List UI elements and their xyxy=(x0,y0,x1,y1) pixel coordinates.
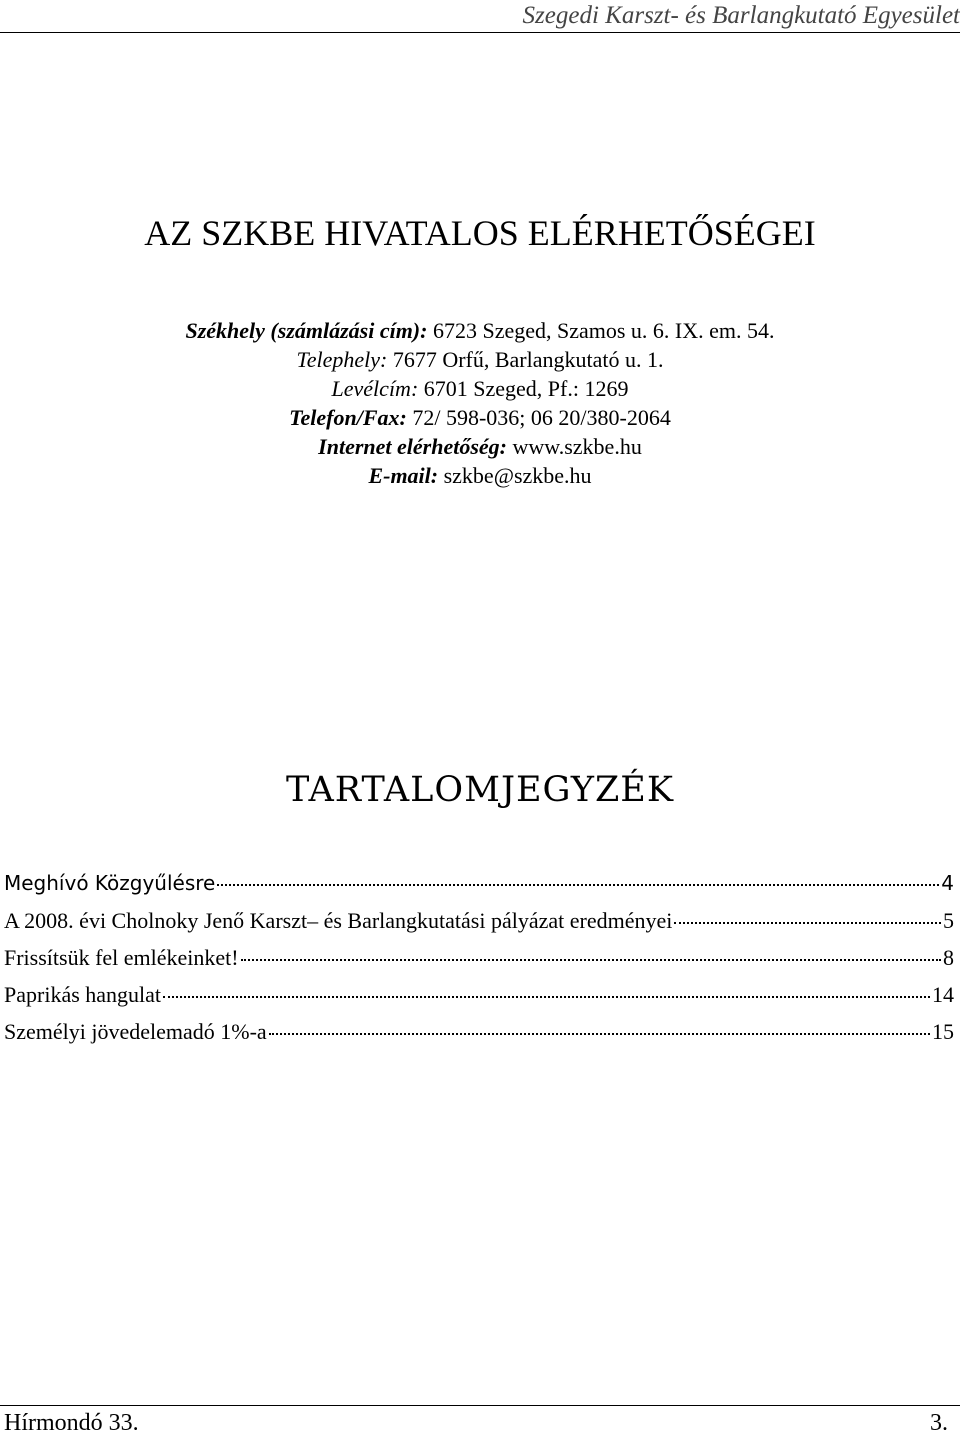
toc-entry-page: 15 xyxy=(932,1019,954,1044)
page-footer xyxy=(0,1405,960,1438)
contact-phone-label: Telefon/Fax: xyxy=(289,405,407,430)
toc-entry-page: 5 xyxy=(943,908,954,933)
toc-entry-page: 14 xyxy=(932,982,954,1007)
contact-block xyxy=(0,316,960,490)
toc-entry-page: 8 xyxy=(943,945,954,970)
contact-site-label: Telephely: xyxy=(296,347,388,372)
contact-seat xyxy=(0,316,960,345)
toc-entry-title: Paprikás hangulat xyxy=(4,982,162,1007)
toc-entry[interactable] xyxy=(4,871,954,908)
toc-leader xyxy=(217,884,939,886)
toc-leader xyxy=(674,922,941,924)
contact-email-label: E-mail: xyxy=(368,463,439,488)
contact-seat-label: Székhely (számlázási cím): xyxy=(185,318,428,343)
contact-email xyxy=(0,461,960,490)
toc-entry-title: Személyi jövedelemadó 1%-a xyxy=(4,1019,267,1044)
header-title: Szegedi Karszt- és Barlangkutató Egyesület xyxy=(522,2,960,29)
toc-entry-title: Frissítsük fel emlékeinket! xyxy=(4,945,239,970)
footer-page-number: 3. xyxy=(930,1410,948,1436)
table-of-contents xyxy=(4,871,954,1056)
toc-title: TARTALOMJEGYZÉK xyxy=(286,770,674,810)
toc-entry[interactable] xyxy=(4,982,954,1019)
contact-site xyxy=(0,345,960,374)
toc-entry-title: A 2008. évi Cholnoky Jenő Karszt– és Barlangkutatási pályázat eredményei xyxy=(4,908,673,933)
toc-leader xyxy=(163,996,930,998)
contact-mail xyxy=(0,374,960,403)
contact-phone xyxy=(0,403,960,432)
page-title: AZ SZKBE HIVATALOS ELÉRHETŐSÉGEI xyxy=(144,213,816,253)
toc-leader xyxy=(269,1033,930,1035)
contact-web-value: www.szkbe.hu xyxy=(507,434,642,459)
contact-mail-value: 6701 Szeged, Pf.: 1269 xyxy=(418,376,629,401)
contact-phone-value: 72/ 598-036; 06 20/380-2064 xyxy=(406,405,671,430)
toc-entry[interactable] xyxy=(4,908,954,945)
toc-entry-page: 4 xyxy=(941,871,954,895)
toc-entry-title: Meghívó Közgyűlésre xyxy=(4,871,216,895)
toc-entry[interactable] xyxy=(4,945,954,982)
contact-web xyxy=(0,432,960,461)
toc-entry[interactable] xyxy=(4,1019,954,1056)
toc-leader xyxy=(241,959,941,961)
contact-email-value: szkbe@szkbe.hu xyxy=(438,463,592,488)
contact-web-label: Internet elérhetőség: xyxy=(318,434,507,459)
contact-site-value: 7677 Orfű, Barlangkutató u. 1. xyxy=(387,347,664,372)
contact-mail-label: Levélcím: xyxy=(331,376,419,401)
page-header xyxy=(0,0,960,33)
footer-publication: Hírmondó 33. xyxy=(4,1410,139,1436)
contact-seat-value: 6723 Szeged, Szamos u. 6. IX. em. 54. xyxy=(427,318,775,343)
